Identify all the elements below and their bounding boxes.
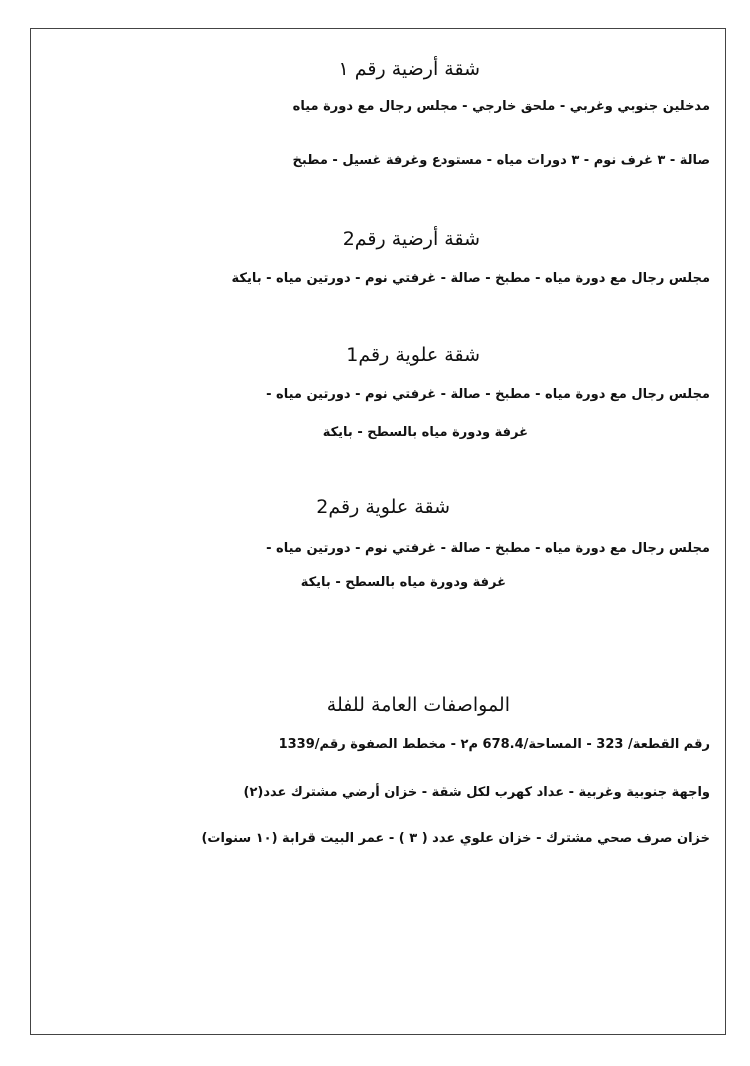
- heading-upper-apartment-2: شقة علوية رقم2: [316, 496, 450, 518]
- heading-general-specifications: المواصفات العامة للفلة: [326, 694, 510, 716]
- ground-apartment-1-line-2: صالة - ٣ غرف نوم - ٣ دورات مياه - مستودع وغرفة غسيل - مطبخ: [292, 153, 710, 168]
- ground-apartment-1-line-1: مدخلين جنوبي وغربي - ملحق خارجي - مجلس رجال مع دورة مياه: [292, 99, 710, 114]
- page-border: [30, 28, 726, 1035]
- upper-apartment-1-line-1: مجلس رجال مع دورة مياه - مطبخ - صالة - غرفتي نوم - دورتين مياه -: [266, 387, 710, 402]
- ground-apartment-2-line-1: مجلس رجال مع دورة مياه - مطبخ - صالة - غرفتي نوم - دورتين مياه - بايكة: [231, 271, 710, 286]
- general-specs-line-2: واجهة جنوبية وغربية - عداد كهرب لكل شقة - خزان أرضي مشترك عدد(٢): [243, 785, 710, 800]
- upper-apartment-1-line-2: غرفة ودورة مياه بالسطح - بايكة: [322, 425, 528, 440]
- heading-ground-apartment-1: شقة أرضية رقم ١: [338, 58, 480, 80]
- upper-apartment-2-line-2: غرفة ودورة مياه بالسطح - بايكة: [300, 575, 506, 590]
- heading-ground-apartment-2: شقة أرضية رقم2: [342, 228, 480, 250]
- heading-upper-apartment-1: شقة علوية رقم1: [346, 344, 480, 366]
- general-specs-line-3: خزان صرف صحي مشترك - خزان علوي عدد ( ٣ ) - عمر البيت قرابة (١٠ سنوات): [201, 831, 710, 846]
- general-specs-line-1: رقم القطعة/ 323 - المساحة/678.4 م٢ - مخطط الصفوة رقم/1339: [278, 737, 710, 752]
- upper-apartment-2-line-1: مجلس رجال مع دورة مياه - مطبخ - صالة - غرفتي نوم - دورتين مياه -: [266, 541, 710, 556]
